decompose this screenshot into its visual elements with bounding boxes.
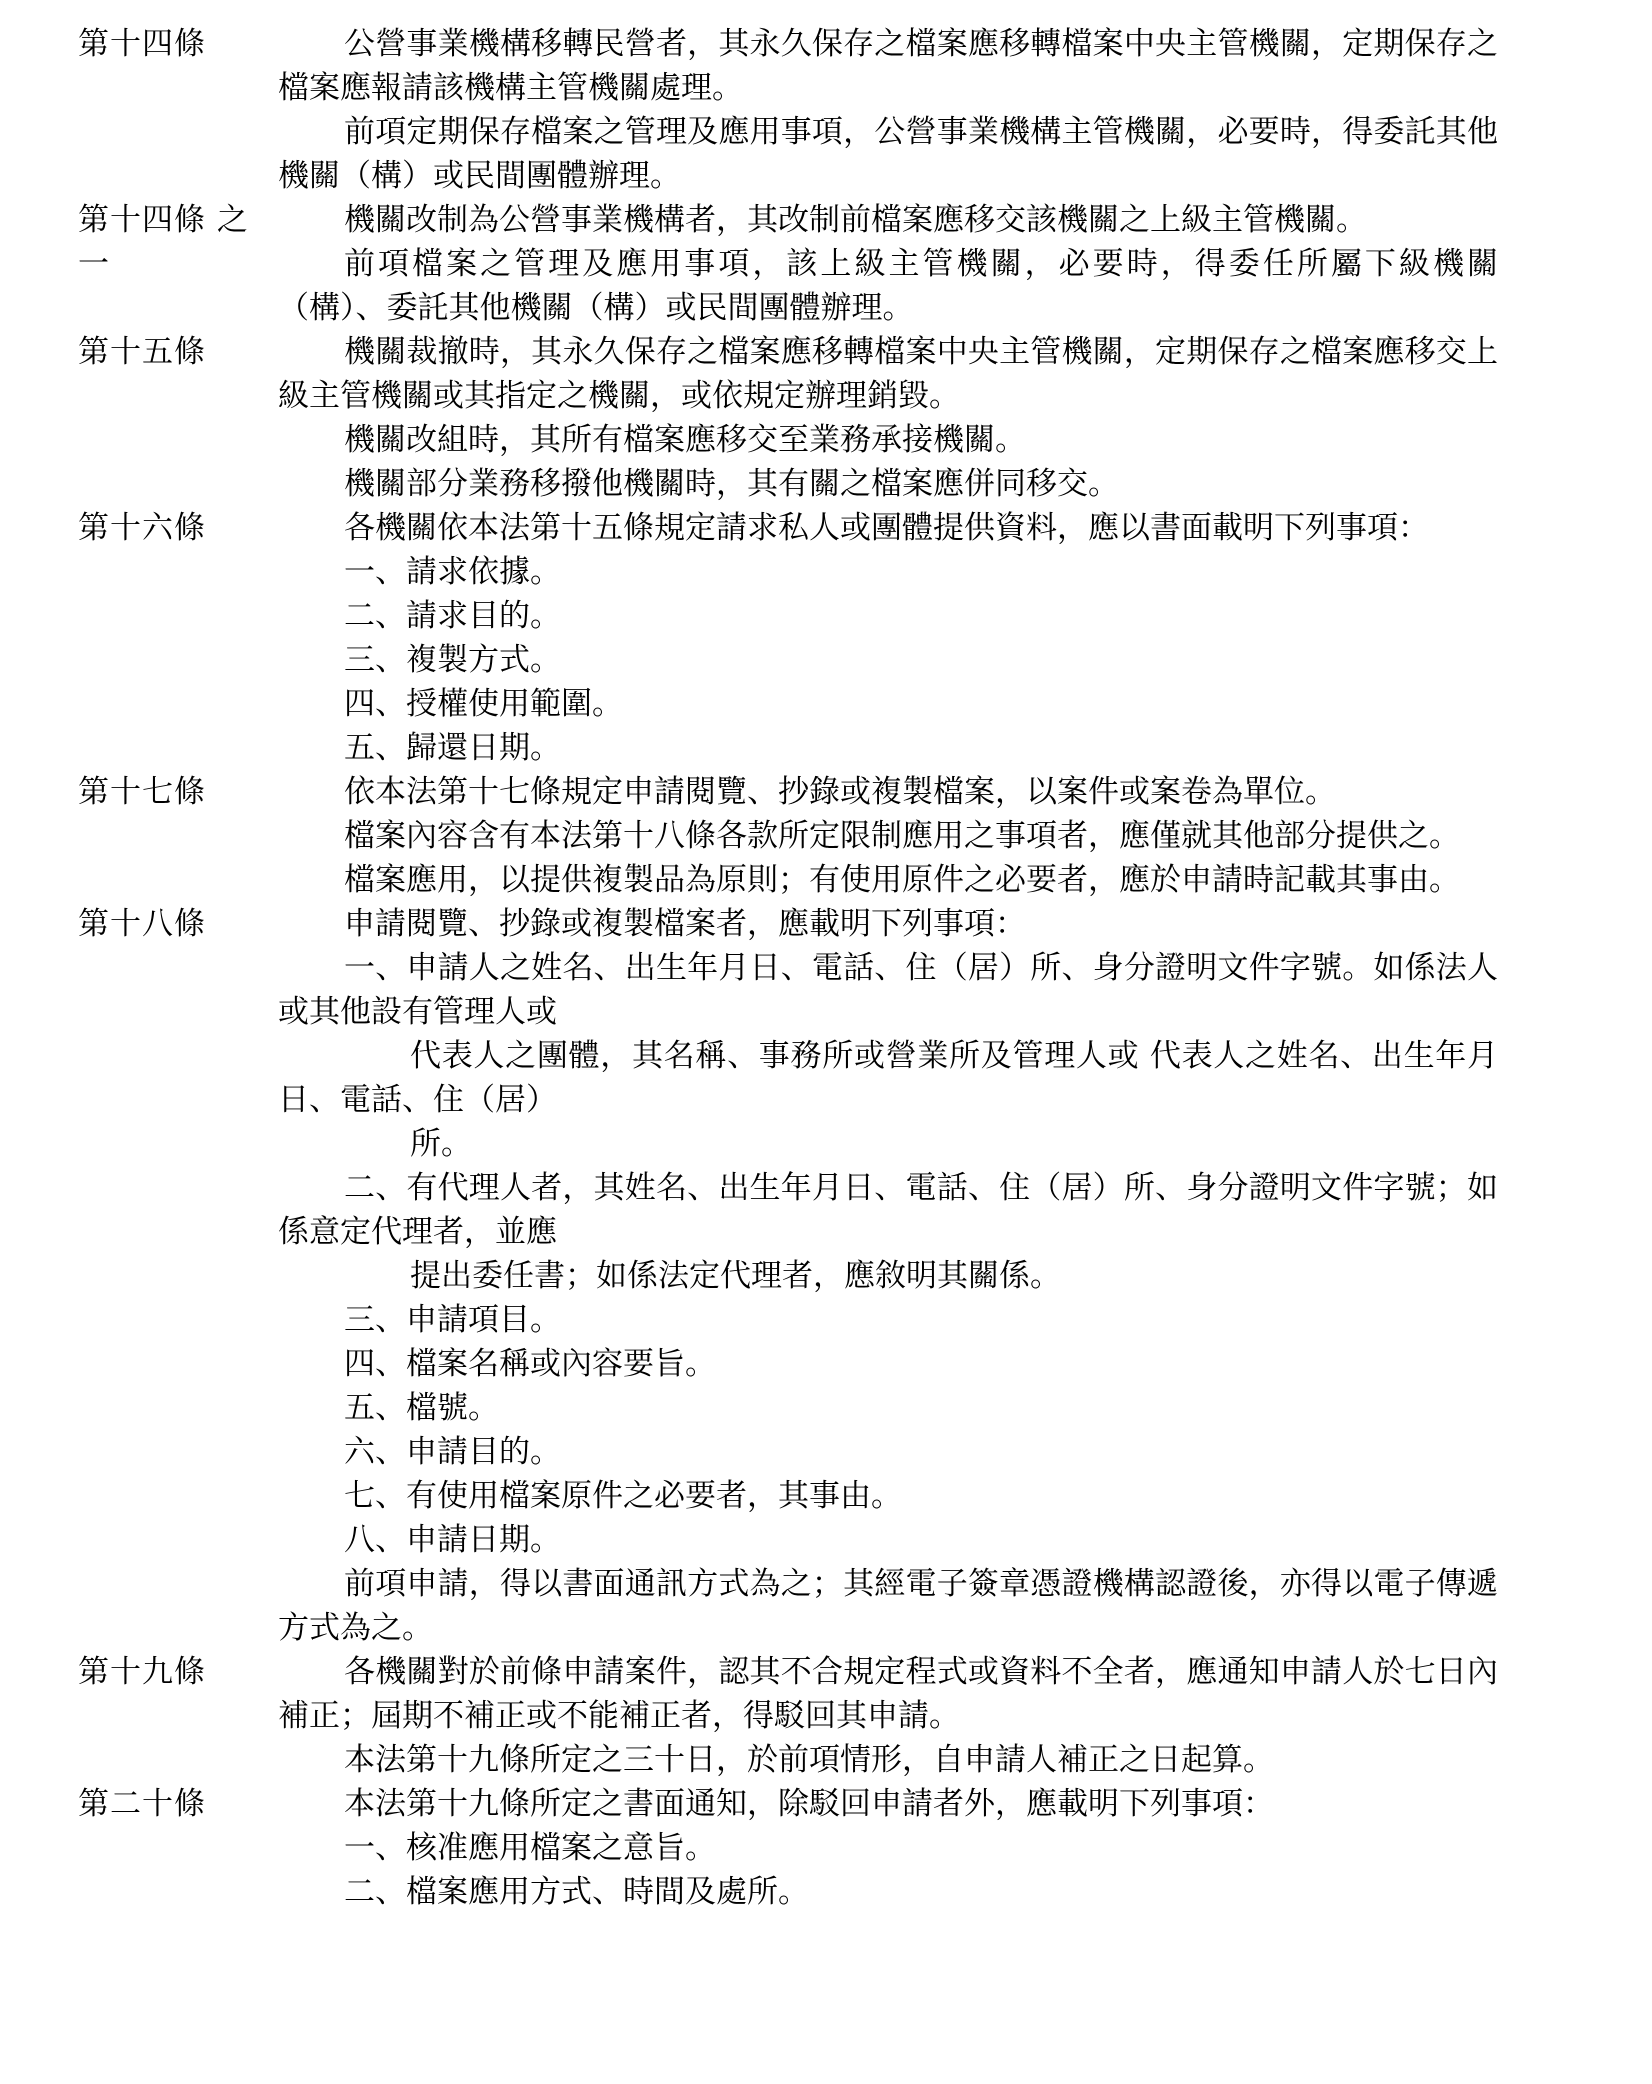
article-paragraph: 前項申請，得以書面通訊方式為之；其經電子簽章憑證機構認證後，亦得以電子傳遞方式為之。 <box>278 1566 1498 1646</box>
article-paragraph: 一、核准應用檔案之意旨。 <box>344 1830 716 1866</box>
article-paragraph: 四、檔案名稱或內容要旨。 <box>344 1346 716 1382</box>
article-paragraph: 前項定期保存檔案之管理及應用事項，公營事業機構主管機關，必要時，得委託其他機關（構）或民間團體辦理。 <box>278 114 1498 194</box>
article-paragraph: 二、檔案應用方式、時間及處所。 <box>344 1874 809 1910</box>
article <box>78 1782 1498 1914</box>
article-paragraph: 五、檔號。 <box>344 1390 499 1426</box>
article-paragraph: 公營事業機構移轉民營者，其永久保存之檔案應移轉檔案中央主管機關，定期保存之檔案應報請該機構主管機關處理。 <box>278 26 1498 106</box>
article <box>78 22 1498 198</box>
article-paragraph: 代表人之團體，其名稱、事務所或營業所及管理人或 代表人之姓名、出生年月日、電話、住（居） <box>278 1038 1498 1118</box>
article-body <box>278 330 1498 506</box>
article-title: 第十五條 <box>78 334 206 370</box>
article-title: 第二十條 <box>78 1786 206 1822</box>
article-paragraph: 一、申請人之姓名、出生年月日、電話、住（居）所、身分證明文件字號。如係法人或其他設有管理人或 <box>278 950 1498 1030</box>
article-paragraph: 二、有代理人者，其姓名、出生年月日、電話、住（居）所、身分證明文件字號；如係意定代理者，並應 <box>278 1170 1498 1250</box>
article <box>78 1650 1498 1782</box>
article-paragraph: 各機關對於前條申請案件，認其不合規定程式或資料不全者，應通知申請人於七日內補正；屆期不補正或不能補正者，得駁回其申請。 <box>278 1654 1498 1734</box>
article-body <box>278 1782 1498 1914</box>
article <box>78 506 1498 770</box>
article-paragraph: 提出委任書；如係法定代理者，應敘明其關係。 <box>410 1258 1061 1294</box>
article-paragraph: 二、請求目的。 <box>344 598 561 634</box>
article <box>78 198 1498 330</box>
article-paragraph: 五、歸還日期。 <box>344 730 561 766</box>
article-paragraph: 所。 <box>410 1126 472 1162</box>
article-paragraph: 四、授權使用範圍。 <box>344 686 623 722</box>
article-title: 第十四條 之一 <box>78 202 249 282</box>
article-title: 第十七條 <box>78 774 206 810</box>
article-title: 第十九條 <box>78 1654 206 1690</box>
article-paragraph: 檔案內容含有本法第十八條各款所定限制應用之事項者，應僅就其他部分提供之。 <box>344 818 1460 854</box>
article-paragraph: 三、申請項目。 <box>344 1302 561 1338</box>
article-paragraph: 機關部分業務移撥他機關時，其有關之檔案應併同移交。 <box>344 466 1119 502</box>
article-body <box>278 506 1498 770</box>
article-paragraph: 本法第十九條所定之三十日，於前項情形，自申請人補正之日起算。 <box>344 1742 1274 1778</box>
article-paragraph: 三、複製方式。 <box>344 642 561 678</box>
article-title: 第十四條 <box>78 26 206 62</box>
article-body <box>278 198 1498 330</box>
article-paragraph: 一、請求依據。 <box>344 554 561 590</box>
article-body <box>278 22 1498 198</box>
article-title: 第十八條 <box>78 906 206 942</box>
article-paragraph: 機關改制為公營事業機構者，其改制前檔案應移交該機關之上級主管機關。 <box>344 202 1367 238</box>
article-paragraph: 申請閱覽、抄錄或複製檔案者，應載明下列事項： <box>344 906 1026 942</box>
article <box>78 330 1498 506</box>
article-paragraph: 各機關依本法第十五條規定請求私人或團體提供資料，應以書面載明下列事項： <box>344 510 1429 546</box>
article-paragraph: 依本法第十七條規定申請閱覽、抄錄或複製檔案，以案件或案卷為單位。 <box>344 774 1336 810</box>
article <box>78 902 1498 1650</box>
article-paragraph: 七、有使用檔案原件之必要者，其事由。 <box>344 1478 902 1514</box>
article <box>78 770 1498 902</box>
article-body <box>278 902 1498 1650</box>
article-paragraph: 前項檔案之管理及應用事項，該上級主管機關，必要時，得委任所屬下級機關（構）、委託其他機關（構）或民間團體辦理。 <box>278 246 1498 326</box>
article-paragraph: 檔案應用，以提供複製品為原則；有使用原件之必要者，應於申請時記載其事由。 <box>344 862 1460 898</box>
article-title: 第十六條 <box>78 510 206 546</box>
regulation-document <box>78 22 1498 1914</box>
article-body <box>278 770 1498 902</box>
article-paragraph: 機關裁撤時，其永久保存之檔案應移轉檔案中央主管機關，定期保存之檔案應移交上級主管機關或其指定之機關，或依規定辦理銷毀。 <box>278 334 1498 414</box>
article-paragraph: 六、申請目的。 <box>344 1434 561 1470</box>
article-paragraph: 八、申請日期。 <box>344 1522 561 1558</box>
article-paragraph: 本法第十九條所定之書面通知，除駁回申請者外，應載明下列事項： <box>344 1786 1274 1822</box>
article-body <box>278 1650 1498 1782</box>
article-paragraph: 機關改組時，其所有檔案應移交至業務承接機關。 <box>344 422 1026 458</box>
